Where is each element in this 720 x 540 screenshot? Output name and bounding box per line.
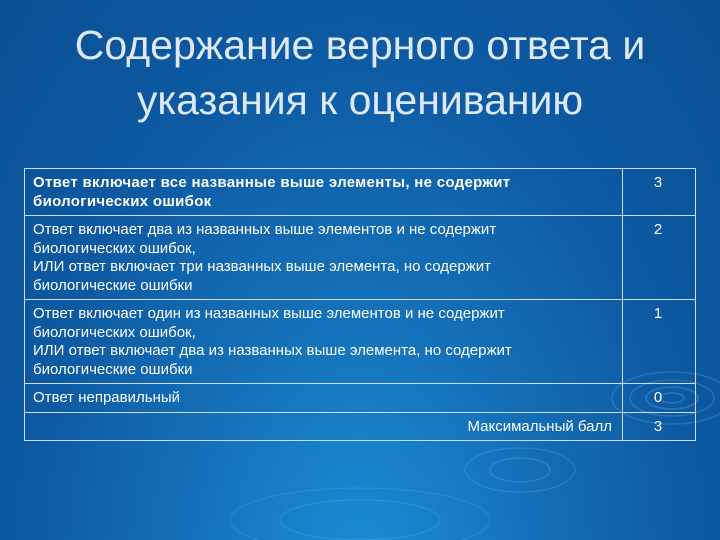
criterion-text-line: Ответ включает все названные выше элементы, не содержит — [33, 174, 511, 191]
criterion-description — [25, 216, 623, 300]
criterion-text-line: биологических ошибок, — [33, 239, 196, 257]
criterion-text-line: Ответ неправильный — [33, 389, 181, 406]
max-score-label: Максимальный балл — [25, 412, 623, 441]
criterion-text-line: ИЛИ ответ включает два из названных выше элемента, но содержит — [33, 342, 512, 359]
criterion-text-line: Ответ включает один из названных выше элементов и не содержит — [33, 305, 505, 322]
table-row — [25, 300, 696, 384]
criterion-score: 3 — [623, 169, 696, 216]
criterion-text-line: биологические ошибки — [33, 360, 193, 378]
table-row — [25, 384, 696, 413]
criterion-text-line: биологических ошибок — [33, 192, 212, 210]
criterion-text-line: биологических ошибок, — [33, 323, 196, 341]
criterion-score: 0 — [623, 384, 696, 413]
criterion-score: 2 — [623, 216, 696, 300]
slide-title-line-1: Содержание верного ответа и — [74, 22, 646, 68]
table-row-total — [25, 412, 696, 441]
criterion-description — [25, 169, 623, 216]
criterion-text-line: биологические ошибки — [33, 276, 193, 294]
criterion-description — [25, 384, 623, 413]
table-row — [25, 216, 696, 300]
criterion-text-line: Ответ включает два из названных выше элементов и не содержит — [33, 221, 497, 238]
criterion-score: 1 — [623, 300, 696, 384]
grading-criteria-table — [24, 168, 696, 441]
table-row — [25, 169, 696, 216]
slide-title — [20, 18, 700, 128]
slide-title-line-2: указания к оцениванию — [136, 77, 584, 123]
criterion-text-line: ИЛИ ответ включает три названных выше элемента, но содержит — [33, 258, 492, 275]
max-score-value: 3 — [623, 412, 696, 441]
criterion-description — [25, 300, 623, 384]
